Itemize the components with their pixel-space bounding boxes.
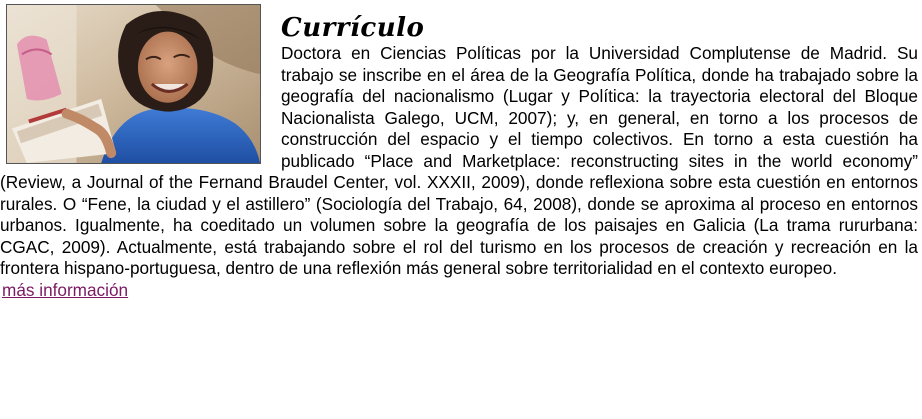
more-info-link[interactable]: más información — [2, 279, 129, 300]
portrait-image — [7, 5, 260, 163]
curriculum-heading: Currículo — [281, 13, 425, 43]
profile-photo — [6, 4, 261, 164]
biography-text: Doctora en Ciencias Políticas por la Universidad Complutense de Madrid. Su trabajo se inscribe en el área de la Geografía Política, donde ha trabajado sobre la geografía del nacionalismo (Lugar y Política: la trayectoria electoral del Bloque Nacionalista Galego, UCM, 2007); y, en general, en torno a los procesos de construcción del espacio y el tiempo colectivos. En torno a esta cuestión ha publicado “Place and Marketplace: reconstructing sites in the world economy” (Review, a Journal of the Fernand Braudel Center, vol. XXXII, 2009), donde reflexiona sobre esta cuestión en entornos rurales. O “Fene, la ciudad y el astillero” (Sociología del Trabajo, 64, 2008), donde se aproxima al proceso en entornos urbanos. Igualmente, ha coeditado un volumen sobre la geografía de los paisajes en Galicia (La trama rururbana: CGAC, 2009). Actualmente, está trabajando sobre el rol del turismo en los procesos de creación y recreación en la frontera hispano-portuguesa, dentro de una reflexión más general sobre territorialidad en el contexto europeo. — [0, 43, 918, 278]
